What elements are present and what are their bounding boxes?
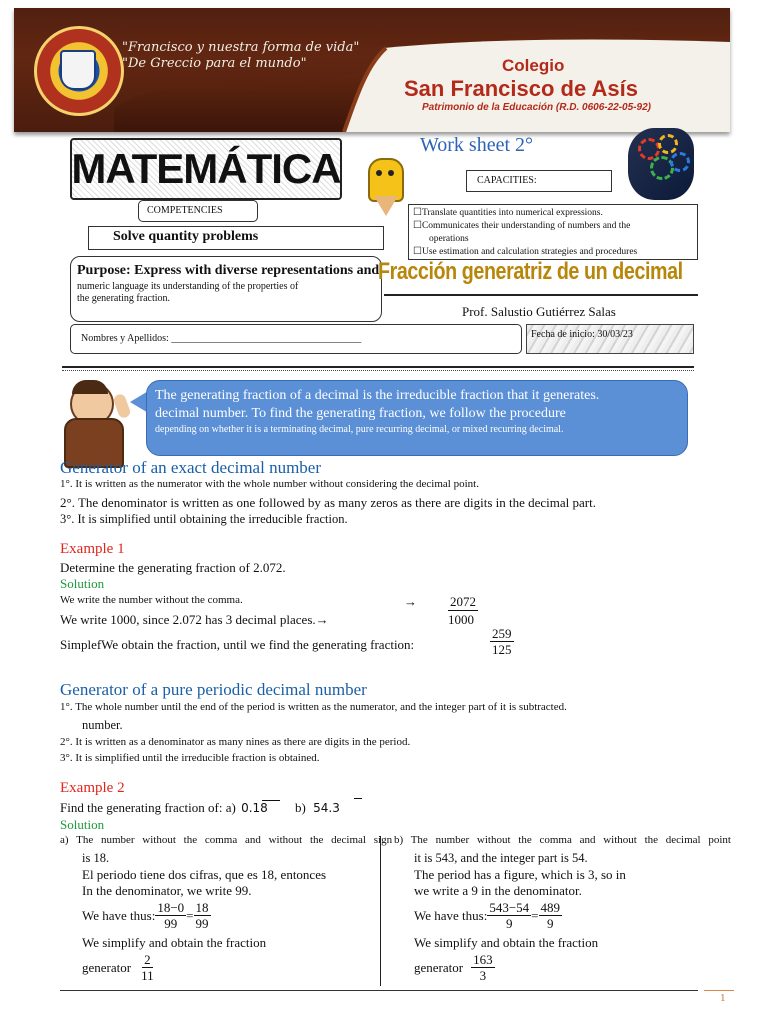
exact-step-1: 1°. It is written as the numerator with the whole number without considering the decimal point.	[60, 478, 479, 490]
exact-step-2: 2°. The denominator is written as one followed by as many zeros as there are digits in the decimal part.	[60, 495, 596, 510]
example-2-prompt	[60, 800, 340, 816]
purpose-line-3: the generating fraction.	[77, 293, 171, 304]
example-2-prompt-text: Find the generating fraction of: a)	[60, 800, 236, 815]
capacities-label-box	[466, 170, 612, 192]
purpose-heading: Purpose: Express with diverse representations and	[77, 263, 380, 278]
capacity-item-cont: operations	[429, 234, 469, 244]
intro-speech-bubble	[146, 380, 688, 456]
motto-line-2: "De Greccio para el mundo"	[122, 56, 307, 71]
b-g-num: 163	[473, 952, 493, 967]
a-line-4: In the denominator, we write 99.	[82, 883, 252, 898]
a-f2-num: 18	[195, 900, 209, 915]
start-date-box	[526, 324, 694, 354]
example-1-title: Example 1	[60, 541, 125, 557]
value-a: 0.18	[241, 801, 268, 815]
result-numerator: 259	[492, 626, 512, 641]
a-equation	[82, 900, 211, 931]
b-generator	[414, 952, 495, 983]
student-name-box[interactable]	[70, 324, 522, 354]
capacities-label: CAPACITIES:	[477, 175, 537, 186]
footer-page-rule	[704, 990, 734, 991]
start-date: Fecha de inicio: 30/03/23	[531, 329, 633, 340]
monk-hand-icon	[112, 393, 131, 420]
b-f2-num: 489	[540, 900, 561, 915]
a-line-3: El periodo tiene dos cifras, que es 18, entonces	[82, 867, 327, 882]
a-g-num: 2	[144, 952, 151, 967]
b-equals: =	[531, 907, 539, 923]
b-f2-den: 9	[547, 916, 554, 931]
footer-rule	[60, 990, 698, 991]
patrimonio-text: Patrimonio de la Educación (R.D. 0606-22-05-92)	[422, 102, 651, 113]
prompt-b: b)	[295, 800, 306, 815]
example-1-step-1: We write the number without the comma.	[60, 594, 243, 606]
a-generator	[82, 952, 156, 983]
example-1-solution-label: Solution	[60, 576, 105, 591]
example-1-prompt: Determine the generating fraction of 2.072.	[60, 560, 286, 575]
capacity-item: ☐ Translate quantities into numerical expressions.	[413, 207, 603, 220]
value-b: 54.3	[313, 801, 340, 815]
a-line-2: is 18.	[82, 851, 110, 865]
a-have-thus: We have thus:	[82, 907, 156, 923]
pure-step-1-cont: number.	[82, 718, 123, 732]
period-bar-a	[262, 800, 280, 801]
competencies-label-box	[138, 200, 258, 222]
b-f1-num: 543−54	[489, 900, 530, 915]
a-f2-den: 99	[195, 916, 209, 931]
worksheet-title: Work sheet 2°	[420, 134, 534, 156]
capacity-item: ☐ Use estimation and calculation strategies and procedures	[413, 246, 637, 259]
exact-section-title: Generator of an exact decimal number	[60, 458, 322, 477]
capacities-list-box	[408, 204, 698, 260]
b-line-2: it is 543, and the integer part is 54.	[414, 851, 588, 865]
motto-line-1: "Francisco y nuestra forma de vida"	[122, 40, 360, 55]
intro-line-1: The generating fraction of a decimal is the irreducible fraction that it generates.	[155, 388, 600, 403]
example-2-title: Example 2	[60, 780, 125, 796]
section-divider-dotted	[62, 370, 694, 371]
pure-section-title: Generator of a pure periodic decimal number	[60, 680, 367, 699]
b-f1-den: 9	[506, 916, 513, 931]
intro-line-2: decimal number. To find the generating fraction, we follow the procedure	[155, 406, 566, 421]
subject-title: MATEMÁTICA	[71, 145, 341, 192]
arrow-icon: →	[404, 594, 417, 609]
pure-step-3: 3°. It is simplified until the irreducible fraction is obtained.	[60, 752, 320, 764]
subject-title-box	[70, 138, 342, 200]
pencil-eye-icon	[388, 170, 394, 176]
b-generator-label: generator	[414, 959, 464, 975]
example-1-numerator: 2072	[450, 594, 476, 609]
b-have-thus: We have thus:	[414, 907, 488, 923]
school-line-1: Colegio	[502, 56, 565, 75]
pure-step-1: 1°. The whole number until the end of the period is written as the numerator, and the integer part of it is subtracted.	[60, 701, 567, 713]
a-f1-num: 18−0	[157, 900, 185, 915]
example-1-step-2: We write 1000, since 2.072 has 3 decimal places.→	[60, 612, 329, 627]
student-name-field: Nombres y Apellidos: ______________________________________	[81, 333, 362, 344]
school-line-2: San Francisco de Asís	[404, 76, 638, 101]
competency-text: Solve quantity problems	[113, 229, 259, 244]
column-divider	[380, 836, 381, 986]
a-g-den: 11	[141, 968, 154, 983]
pencil-tip-icon	[374, 196, 398, 216]
period-bar-b	[354, 798, 362, 799]
purpose-box	[70, 256, 382, 322]
topic-underline	[384, 294, 698, 296]
b-line-4: we write a 9 in the denominator.	[414, 883, 582, 898]
a-line-1: a) The number without the comma and without the decimal sign	[60, 834, 393, 846]
a-equals: =	[186, 907, 194, 923]
pencil-eye-icon	[376, 170, 382, 176]
result-denominator: 125	[492, 642, 512, 657]
seal-shield-icon	[60, 50, 96, 90]
brain-gears-icon	[628, 128, 694, 200]
professor-name: Prof. Salustio Gutiérrez Salas	[462, 304, 616, 319]
a-simplify: We simplify and obtain the fraction	[82, 935, 267, 950]
b-line-1: b) The number without the comma and without the decimal point	[394, 834, 731, 846]
monk-hair-icon	[72, 380, 108, 394]
competency-box	[88, 226, 384, 250]
b-line-3: The period has a figure, which is 3, so in	[414, 867, 626, 882]
page-number: 1	[720, 992, 726, 1004]
pure-step-2: 2°. It is written as a denominator as many nines as there are digits in the period.	[60, 736, 411, 748]
b-simplify: We simplify and obtain the fraction	[414, 935, 599, 950]
example-1-denominator: 1000	[448, 612, 474, 627]
section-divider	[62, 366, 694, 368]
purpose-line-2: numeric language its understanding of the properties of	[77, 281, 299, 292]
intro-line-3: depending on whether it is a terminating decimal, pure recurring decimal, or mixed recurring decimal.	[155, 424, 564, 435]
capacity-item: ☐ Communicates their understanding of numbers and the	[413, 220, 630, 233]
b-g-den: 3	[479, 968, 487, 983]
topic-title: Fracción generatriz de un decimal	[378, 258, 683, 285]
a-generator-label: generator	[82, 959, 132, 975]
competencies-label: COMPETENCIES	[147, 205, 223, 216]
example-1-step-3: SimplefWe obtain the fraction, until we find the generating fraction:	[60, 637, 415, 652]
exact-step-3: 3°. It is simplified until obtaining the irreducible fraction.	[60, 512, 348, 526]
b-equation	[414, 900, 562, 931]
a-f1-den: 99	[164, 916, 178, 931]
example-1-result-fraction	[490, 626, 514, 657]
example-2-solution-label: Solution	[60, 817, 105, 832]
